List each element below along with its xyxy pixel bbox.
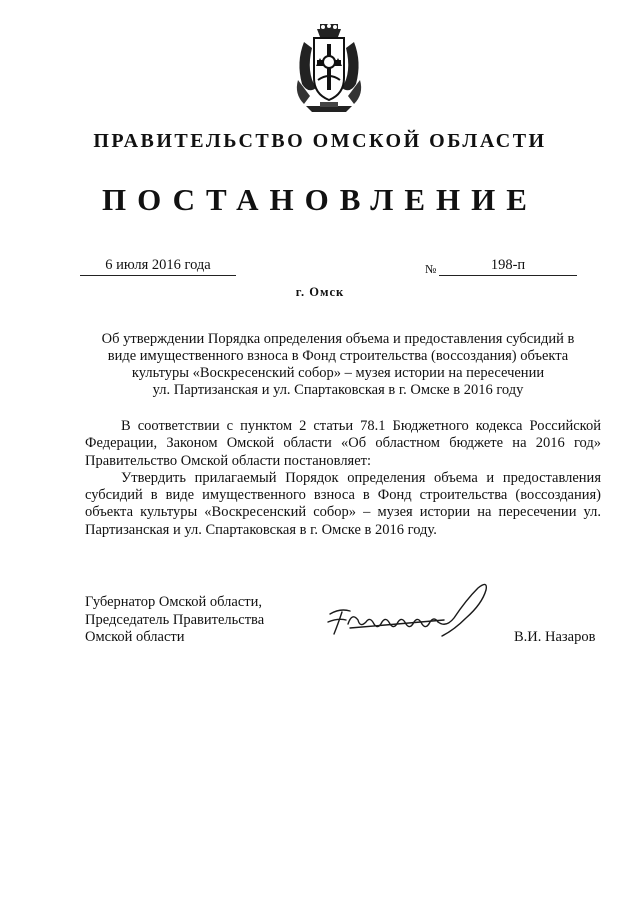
signer-position-line: Председатель Правительства — [85, 611, 265, 628]
authority-heading: ПРАВИТЕЛЬСТВО ОМСКОЙ ОБЛАСТИ — [93, 130, 547, 152]
title-line: Об утверждении Порядка определения объема и предоставления субсидий в — [101, 331, 575, 347]
coat-of-arms-icon — [290, 22, 368, 114]
body-paragraph-resolution: Утвердить прилагаемый Порядок определения объема и предоставления субсидий в виде имущественного взноса в Фонд строительства (воссоздания) объекта культуры «Воскресенский собор» – музея истории на пересечении ул. Партизанская и ул. Спартаковская в г. Омске в 2016 году. — [85, 469, 601, 538]
title-line: культуры «Воскресенский собор» – музея истории на пересечении — [131, 365, 545, 381]
title-line: ул. Партизанская и ул. Спартаковская в г. Омске в 2016 году — [152, 382, 524, 398]
signer-position-line: Омской области — [85, 629, 185, 645]
title-line: виде имущественного взноса в Фонд строительства (воссоздания) объекта — [107, 348, 569, 364]
body-paragraph-preamble: В соответствии с пунктом 2 статьи 78.1 Бюджетного кодекса Российской Федерации, Законом Омской области «Об областном бюджете на 2016 год» Правительство Омской области постановляет: — [85, 418, 601, 469]
document-body — [85, 418, 601, 539]
handwritten-signature-icon — [326, 578, 498, 648]
signer-name: В.И. Назаров — [514, 629, 596, 645]
document-number: 198-п — [439, 257, 577, 276]
signer-position — [85, 594, 264, 647]
document-city: г. Омск — [295, 285, 345, 299]
document-type-heading: ПОСТАНОВЛЕНИЕ — [102, 182, 538, 217]
document-date: 6 июля 2016 года — [80, 257, 236, 276]
document-title — [78, 331, 598, 399]
signer-position-line: Губернатор Омской области, — [85, 594, 262, 610]
number-sign: № — [425, 262, 437, 276]
